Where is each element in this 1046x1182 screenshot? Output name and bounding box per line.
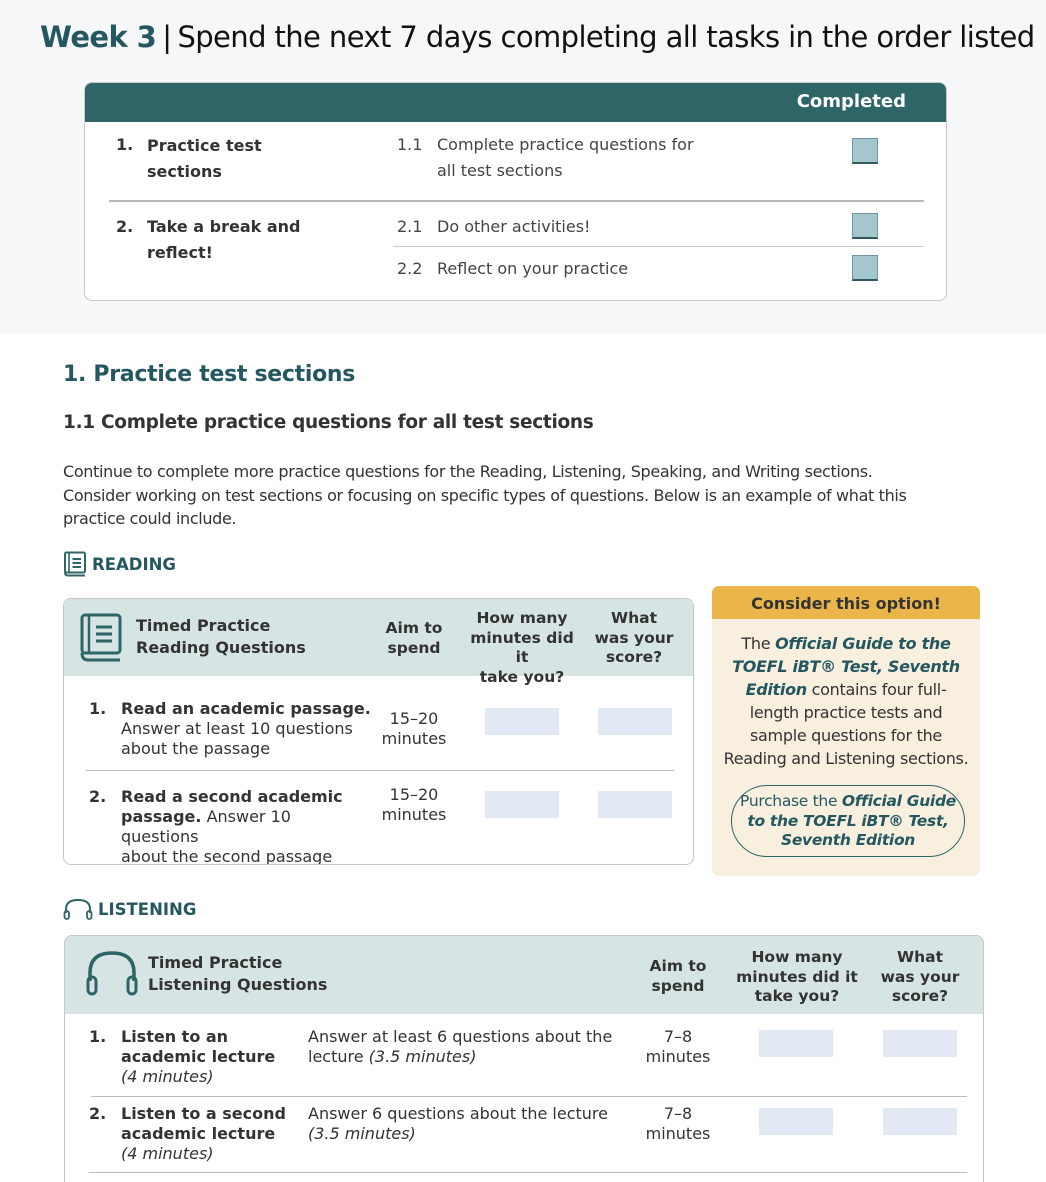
task-bold-text: Read a second academic bbox=[121, 787, 343, 806]
task-label-line: reflect! bbox=[147, 243, 213, 262]
task-bold-text: Listen to an bbox=[121, 1027, 229, 1046]
task-duration: (4 minutes) bbox=[121, 1144, 214, 1163]
listening-row-1-task bbox=[121, 1027, 301, 1087]
score-column-header bbox=[875, 948, 965, 1007]
listening-row-2-aim bbox=[640, 1104, 716, 1144]
task-text-line: Answer at least 10 questions bbox=[121, 719, 353, 738]
row-number: 2. bbox=[89, 1104, 107, 1123]
table-title-line: Reading Questions bbox=[136, 638, 306, 657]
reading-row-2-score-input[interactable] bbox=[598, 791, 672, 818]
page-title bbox=[40, 20, 1035, 54]
aim-line: minutes bbox=[645, 1047, 711, 1066]
task-1-label bbox=[147, 133, 262, 185]
header-line: take you? bbox=[479, 667, 565, 686]
row-divider bbox=[86, 770, 674, 771]
header-line: What bbox=[896, 948, 943, 966]
listening-row-1-aim bbox=[640, 1027, 716, 1067]
header-line: take you? bbox=[754, 987, 840, 1005]
aim-line: 7–8 bbox=[663, 1027, 693, 1046]
aim-line: minutes bbox=[645, 1124, 711, 1143]
task-label-line: Practice test bbox=[147, 136, 262, 155]
reading-practice-table bbox=[63, 598, 694, 865]
aim-line: 15–20 bbox=[389, 785, 439, 804]
aim-line: minutes bbox=[381, 729, 447, 748]
subsection-title: 1.1 Complete practice questions for all test sections bbox=[63, 412, 594, 433]
reading-label-text: READING bbox=[92, 554, 176, 574]
aim-line: 15–20 bbox=[389, 709, 439, 728]
row-divider bbox=[89, 1172, 967, 1173]
section-intro: Continue to complete more practice questions for the Reading, Listening, Speaking, and Writing sections. Consider working on test sections or focusing on specific types of questions. Below is an example of what this practice could include. bbox=[63, 462, 907, 528]
listening-table-title bbox=[148, 952, 327, 996]
listening-row-2-minutes-input[interactable] bbox=[759, 1108, 833, 1135]
section-title: 1. Practice test sections bbox=[63, 362, 356, 387]
header-line: Aim to bbox=[649, 957, 707, 975]
minutes-column-header bbox=[462, 609, 582, 687]
description-line: lecture bbox=[308, 1047, 369, 1066]
listening-row-2-description bbox=[308, 1104, 628, 1144]
checklist-header bbox=[85, 83, 946, 122]
listening-table-header bbox=[65, 936, 983, 1014]
task-label-line: sections bbox=[147, 162, 222, 181]
listening-row-1-minutes-input[interactable] bbox=[759, 1030, 833, 1057]
reading-row-2-minutes-input[interactable] bbox=[485, 791, 559, 818]
score-column-header bbox=[592, 609, 676, 668]
table-title-line: Timed Practice bbox=[148, 953, 283, 972]
subtask-2-2-text: Reflect on your practice bbox=[437, 259, 629, 278]
listening-row-1-description bbox=[308, 1027, 628, 1067]
row-divider bbox=[91, 1096, 967, 1097]
aim-line: minutes bbox=[381, 805, 447, 824]
book-title: Official Guide to the TOEFL iBT® Test, Seventh Edition bbox=[732, 634, 960, 699]
task-divider bbox=[109, 200, 924, 202]
subtask-divider bbox=[393, 246, 924, 247]
header-line: score? bbox=[891, 987, 949, 1005]
row-number: 1. bbox=[89, 699, 107, 718]
header-line: What bbox=[610, 609, 657, 627]
header-line: Aim to bbox=[385, 619, 443, 637]
title-separator: | bbox=[162, 20, 172, 54]
purchase-guide-button[interactable] bbox=[731, 785, 965, 857]
task-text-line: Answer 10 questions bbox=[121, 807, 291, 846]
callout-text: contains four full-length practice tests and sample questions for the Reading and Listening sections. bbox=[723, 680, 969, 768]
reading-table-title bbox=[136, 615, 306, 659]
subtask-2-1-text: Do other activities! bbox=[437, 217, 591, 236]
listening-label-text: LISTENING bbox=[98, 899, 197, 919]
headphones-icon bbox=[63, 898, 93, 920]
task-2 bbox=[116, 217, 133, 236]
week-instructions: Spend the next 7 days completing all tasks in the order listed bbox=[177, 20, 1035, 54]
task-bold-text: passage. bbox=[121, 807, 202, 826]
subtask-number: 2.2 bbox=[397, 259, 423, 278]
week-label: Week 3 bbox=[40, 20, 157, 54]
listening-row-1-score-input[interactable] bbox=[883, 1030, 957, 1057]
task-number: 2. bbox=[116, 217, 134, 236]
subtask-number: 1.1 bbox=[397, 135, 423, 154]
table-title-line: Timed Practice bbox=[136, 616, 271, 635]
subtask-2-1-checkbox[interactable] bbox=[852, 213, 878, 239]
aim-column-header bbox=[640, 957, 716, 996]
description-line: Answer at least 6 questions about the bbox=[308, 1027, 613, 1046]
header-line: How many bbox=[476, 609, 568, 627]
task-bold-text: academic lecture bbox=[121, 1047, 276, 1066]
completed-column-header: Completed bbox=[796, 91, 906, 112]
task-checklist-table bbox=[84, 82, 947, 301]
header-line: was your bbox=[594, 628, 674, 647]
task-number: 1. bbox=[116, 135, 134, 154]
reading-row-1-aim bbox=[376, 709, 452, 749]
header-line: was your bbox=[880, 967, 960, 986]
button-book-title: Official Guide to the TOEFL iBT® Test, Seventh Edition bbox=[747, 792, 956, 849]
task-duration: (4 minutes) bbox=[121, 1067, 214, 1086]
task-bold-text: academic lecture bbox=[121, 1124, 276, 1143]
subtask-1-1-checkbox[interactable] bbox=[852, 138, 878, 164]
task-label-line: Take a break and bbox=[147, 217, 301, 236]
reading-row-2-task bbox=[121, 787, 371, 865]
description-duration: (3.5 minutes) bbox=[308, 1124, 416, 1143]
task-bold-text: Read an academic passage. bbox=[121, 699, 371, 718]
headphones-icon bbox=[85, 949, 139, 997]
listening-row-2-task bbox=[121, 1104, 301, 1164]
reading-row-2-aim bbox=[376, 785, 452, 825]
task-text-line: about the passage bbox=[121, 739, 271, 758]
callout-body bbox=[712, 619, 980, 770]
book-icon bbox=[79, 613, 123, 663]
reading-table-header bbox=[64, 599, 693, 686]
consider-option-callout bbox=[712, 586, 980, 876]
listening-row-2-score-input[interactable] bbox=[883, 1108, 957, 1135]
header-line: spend bbox=[651, 976, 705, 995]
description-duration: (3.5 minutes) bbox=[368, 1047, 477, 1066]
callout-text: The bbox=[741, 634, 776, 653]
task-1 bbox=[116, 135, 133, 154]
header-line: score? bbox=[605, 648, 663, 666]
header-line: minutes did it bbox=[736, 967, 858, 986]
reading-row-1-score-input[interactable] bbox=[598, 708, 672, 735]
reading-row-1-minutes-input[interactable] bbox=[485, 708, 559, 735]
task-bold-text: Listen to a second bbox=[121, 1104, 286, 1123]
header-line: minutes did it bbox=[470, 628, 574, 666]
row-number: 1. bbox=[89, 1027, 107, 1046]
aim-line: 7–8 bbox=[663, 1104, 693, 1123]
row-number: 2. bbox=[89, 787, 107, 806]
listening-section-label bbox=[63, 898, 196, 920]
header-line: How many bbox=[751, 948, 843, 966]
header-line: spend bbox=[387, 638, 441, 657]
subtask-number: 2.1 bbox=[397, 217, 423, 236]
aim-column-header bbox=[376, 619, 452, 658]
listening-practice-table bbox=[64, 935, 984, 1182]
reading-section-label bbox=[63, 551, 176, 577]
table-title-line: Listening Questions bbox=[148, 975, 328, 994]
description-line: Answer 6 questions about the lecture bbox=[308, 1104, 608, 1123]
subtask-text-line: all test sections bbox=[437, 161, 563, 180]
subtask-text-line: Complete practice questions for bbox=[437, 135, 694, 154]
button-text: Purchase the bbox=[740, 792, 842, 810]
reading-row-1-task bbox=[121, 699, 371, 759]
book-icon bbox=[63, 551, 87, 577]
minutes-column-header bbox=[735, 948, 859, 1007]
subtask-1-1-text bbox=[437, 132, 694, 184]
task-2-label bbox=[147, 214, 301, 266]
subtask-2-2-checkbox[interactable] bbox=[852, 255, 878, 281]
task-text-line: about the second passage bbox=[121, 847, 333, 865]
callout-header: Consider this option! bbox=[712, 586, 980, 619]
